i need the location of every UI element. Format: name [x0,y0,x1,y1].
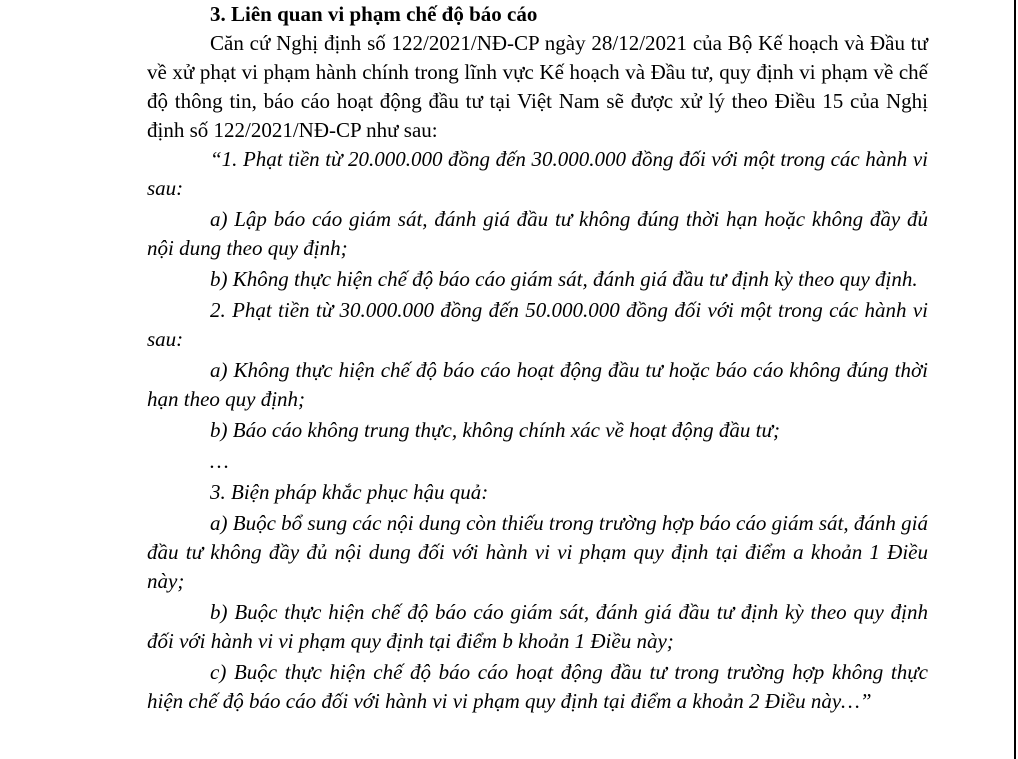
intro-paragraph: Căn cứ Nghị định số 122/2021/NĐ-CP ngày 28/12/2021 của Bộ Kế hoạch và Đầu tư về xử phạt vi phạm hành chính trong lĩnh vực Kế hoạch và Đầu tư, quy định vi phạm về chế độ thông tin, báo cáo hoạt động đầu tư tại Việt Nam sẽ được xử lý theo Điều 15 của Nghị định số 122/2021/NĐ-CP như sau: [147,31,928,142]
quote-paragraph: … [210,449,229,473]
quote-paragraph: a) Không thực hiện chế độ báo cáo hoạt động đầu tư hoặc báo cáo không đúng thời hạn theo quy định; [147,358,928,411]
section-heading: 3. Liên quan vi phạm chế độ báo cáo [210,2,538,26]
quote-paragraph: a) Buộc bổ sung các nội dung còn thiếu trong trường hợp báo cáo giám sát, đánh giá đầu tư không đầy đủ nội dung đối với hành vi vi phạm quy định tại điểm a khoản 1 Điều này; [147,511,928,593]
quote-paragraph: b) Buộc thực hiện chế độ báo cáo giám sát, đánh giá đầu tư định kỳ theo quy định đối với hành vi vi phạm quy định tại điểm b khoản 1 Điều này; [147,600,928,653]
quote-paragraph: 2. Phạt tiền từ 30.000.000 đồng đến 50.000.000 đồng đối với một trong các hành vi sau: [147,298,928,351]
quote-paragraph: a) Lập báo cáo giám sát, đánh giá đầu tư không đúng thời hạn hoặc không đầy đủ nội dung theo quy định; [147,207,928,260]
quote-paragraph: c) Buộc thực hiện chế độ báo cáo hoạt động đầu tư trong trường hợp không thực hiện chế độ báo cáo đối với hành vi vi phạm quy định tại điểm a khoản 2 Điều này…” [147,660,928,713]
quote-paragraph: “1. Phạt tiền từ 20.000.000 đồng đến 30.000.000 đồng đối với một trong các hành vi sau: [147,147,928,200]
quote-paragraph: b) Báo cáo không trung thực, không chính xác về hoạt động đầu tư; [210,418,780,442]
quote-paragraph: 3. Biện pháp khắc phục hậu quả: [210,480,489,504]
quote-paragraph: b) Không thực hiện chế độ báo cáo giám sát, đánh giá đầu tư định kỳ theo quy định. [210,267,918,291]
page-border [1014,0,1016,759]
document-content [147,0,928,716]
